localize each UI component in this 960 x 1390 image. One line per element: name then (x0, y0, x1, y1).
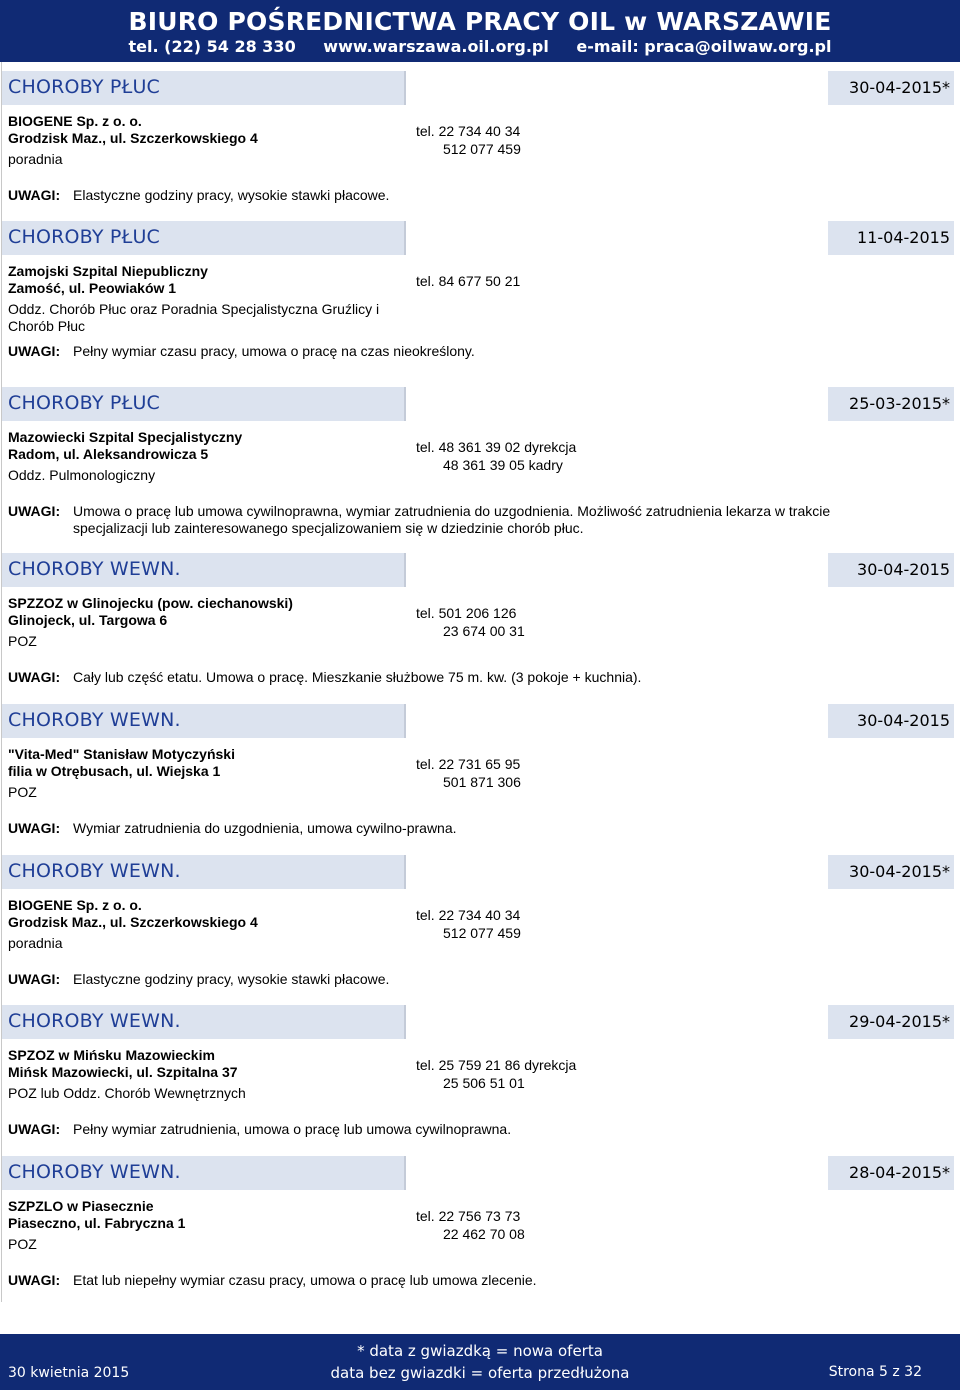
offer-remarks (8, 1121, 888, 1138)
category-bar (2, 221, 406, 255)
category-bar (2, 855, 406, 889)
offer-date: 25-03-2015* (828, 387, 954, 421)
remarks-text: Etat lub niepełny wymiar czasu pracy, umowa o pracę lub umowa zlecenie. (73, 1272, 537, 1288)
employer-unit: POZ (8, 633, 37, 649)
employer-line: SPZZOZ w Glinojecku (pow. ciechanowski) (8, 595, 293, 611)
employer-unit: Oddz. Pulmonologiczny (8, 467, 156, 483)
employer-line: BIOGENE Sp. z o. o. (8, 897, 142, 913)
phone-number: tel. 501 206 126 (416, 605, 517, 621)
specialty-category: CHOROBY WEWN. (8, 1161, 181, 1183)
remarks-label: UWAGI: (8, 1121, 61, 1137)
category-bar (2, 1005, 406, 1039)
footer-legend-extended: data bez gwiazdki = oferta przedłużona (330, 1364, 630, 1382)
remarks-text: Elastyczne godziny pracy, wysokie stawki płacowe. (73, 971, 390, 987)
phone-number: tel. 22 756 73 73 (416, 1208, 521, 1224)
contact-phones (416, 1056, 576, 1092)
employer-line: filia w Otrębusach, ul. Wiejska 1 (8, 763, 221, 779)
remarks-text: Pełny wymiar czasu pracy, umowa o pracę na czas nieokreślony. (73, 343, 475, 359)
specialty-category: CHOROBY WEWN. (8, 709, 181, 731)
remarks-text: Wymiar zatrudnienia do uzgodnienia, umowa cywilno-prawna. (73, 820, 457, 836)
employer-info (8, 113, 404, 168)
offer-date: 29-04-2015* (828, 1005, 954, 1039)
job-offer (0, 701, 960, 852)
employer-info (8, 595, 404, 650)
employer-info (8, 263, 400, 335)
employer-line: Zamojski Szpital Niepubliczny (8, 263, 208, 279)
remarks-text: Cały lub część etatu. Umowa o pracę. Mieszkanie służbowe 75 m. kw. (3 pokoje + kuchnia). (73, 669, 642, 685)
specialty-category: CHOROBY PŁUC (8, 392, 161, 414)
offer-remarks (8, 669, 888, 686)
category-bar (2, 387, 406, 421)
category-bar (2, 1156, 406, 1190)
remarks-label: UWAGI: (8, 669, 61, 685)
contact-phones (416, 1207, 525, 1243)
contact-phones (416, 272, 520, 290)
phone-number: tel. 22 734 40 34 (416, 907, 521, 923)
employer-line: Zamość, ul. Peowiaków 1 (8, 280, 177, 296)
specialty-category: CHOROBY PŁUC (8, 226, 161, 248)
specialty-category: CHOROBY WEWN. (8, 558, 181, 580)
offer-remarks (8, 1272, 888, 1289)
employer-unit: POZ lub Oddz. Chorób Wewnętrznych (8, 1085, 246, 1101)
job-offer (0, 1153, 960, 1304)
footer-page-number: Strona 5 z 32 (828, 1364, 922, 1380)
contact-phones (416, 122, 521, 158)
phone-number: tel. 22 731 65 95 (416, 756, 521, 772)
remarks-label: UWAGI: (8, 1272, 61, 1288)
job-offer (0, 852, 960, 1003)
phone-number: tel. 84 677 50 21 (416, 273, 521, 289)
page-footer (0, 1334, 960, 1390)
employer-unit: Oddz. Chorób Płuc oraz Poradnia Specjalistyczna Gruźlicy i Chorób Płuc (8, 301, 380, 334)
office-phone: tel. (22) 54 28 330 (128, 37, 296, 56)
employer-info (8, 1198, 404, 1253)
office-contacts (0, 37, 960, 56)
phone-number: 48 361 39 05 kadry (443, 457, 563, 473)
specialty-category: CHOROBY PŁUC (8, 76, 161, 98)
employer-unit: POZ (8, 1236, 37, 1252)
employer-unit: poradnia (8, 151, 63, 167)
phone-number: 501 871 306 (443, 774, 521, 790)
phone-number: tel. 48 361 39 02 dyrekcja (416, 439, 577, 455)
offer-remarks (8, 503, 888, 537)
office-website[interactable]: www.warszawa.oil.org.pl (323, 37, 549, 56)
remarks-label: UWAGI: (8, 187, 61, 203)
remarks-label: UWAGI: (8, 820, 61, 836)
footer-date: 30 kwietnia 2015 (8, 1365, 130, 1381)
employer-info (8, 897, 404, 952)
employer-line: "Vita-Med" Stanisław Motyczyński (8, 746, 235, 762)
offer-remarks (8, 187, 888, 204)
job-offer (0, 68, 960, 219)
offer-date: 28-04-2015* (828, 1156, 954, 1190)
remarks-label: UWAGI: (8, 503, 61, 519)
phone-number: 512 077 459 (443, 925, 521, 941)
phone-number: 23 674 00 31 (443, 623, 525, 639)
footer-legend-new: * data z gwiazdką = nowa oferta (357, 1342, 603, 1360)
office-title: BIURO POŚREDNICTWA PRACY OIL w WARSZAWIE (128, 7, 832, 36)
employer-line: Mazowiecki Szpital Specjalistyczny (8, 429, 243, 445)
contact-phones (416, 438, 576, 474)
employer-line: Grodzisk Maz., ul. Szczerkowskiego 4 (8, 914, 258, 930)
phone-number: tel. 22 734 40 34 (416, 123, 521, 139)
employer-line: SZPZLO w Piasecznie (8, 1198, 154, 1214)
contact-phones (416, 906, 521, 942)
contact-phones (416, 604, 525, 640)
employer-line: Mińsk Mazowiecki, ul. Szpitalna 37 (8, 1064, 238, 1080)
offer-date: 30-04-2015 (828, 553, 954, 587)
contact-phones (416, 755, 521, 791)
offer-remarks (8, 820, 888, 837)
page-header (0, 0, 960, 62)
phone-number: 25 506 51 01 (443, 1075, 525, 1091)
offer-remarks (8, 343, 888, 360)
employer-line: BIOGENE Sp. z o. o. (8, 113, 142, 129)
employer-line: Piaseczno, ul. Fabryczna 1 (8, 1215, 186, 1231)
remarks-label: UWAGI: (8, 971, 61, 987)
office-email[interactable]: e-mail: praca@oilwaw.org.pl (576, 37, 832, 56)
employer-info (8, 429, 404, 484)
category-bar (2, 71, 406, 105)
job-offer (0, 1002, 960, 1153)
employer-unit: poradnia (8, 935, 63, 951)
employer-info (8, 1047, 404, 1102)
offer-date: 30-04-2015* (828, 71, 954, 105)
remarks-text: Elastyczne godziny pracy, wysokie stawki płacowe. (73, 187, 390, 203)
specialty-category: CHOROBY WEWN. (8, 1010, 181, 1032)
job-offer (0, 550, 960, 701)
employer-line: Radom, ul. Aleksandrowicza 5 (8, 446, 209, 462)
phone-number: 22 462 70 08 (443, 1226, 525, 1242)
category-bar (2, 553, 406, 587)
remarks-label: UWAGI: (8, 343, 61, 359)
offer-remarks (8, 971, 888, 988)
employer-line: Glinojeck, ul. Targowa 6 (8, 612, 168, 628)
job-offer (0, 218, 960, 369)
phone-number: 512 077 459 (443, 141, 521, 157)
category-bar (2, 704, 406, 738)
offer-date: 11-04-2015 (828, 221, 954, 255)
employer-line: Grodzisk Maz., ul. Szczerkowskiego 4 (8, 130, 258, 146)
specialty-category: CHOROBY WEWN. (8, 860, 181, 882)
remarks-text: Pełny wymiar zatrudnienia, umowa o pracę lub umowa cywilnoprawna. (73, 1121, 512, 1137)
offer-date: 30-04-2015* (828, 855, 954, 889)
job-offer (0, 384, 960, 535)
remarks-text: Umowa o pracę lub umowa cywilnoprawna, wymiar zatrudnienia do uzgodnienia. Możliwość zatrudnienia lekarza w trakcie specjalizacji lub zainteresowanego specjalizowaniem się w dziedzinie chorób płuc. (73, 503, 831, 536)
employer-info (8, 746, 404, 801)
offer-date: 30-04-2015 (828, 704, 954, 738)
employer-line: SPZOZ w Mińsku Mazowieckim (8, 1047, 215, 1063)
employer-unit: POZ (8, 784, 37, 800)
phone-number: tel. 25 759 21 86 dyrekcja (416, 1057, 577, 1073)
